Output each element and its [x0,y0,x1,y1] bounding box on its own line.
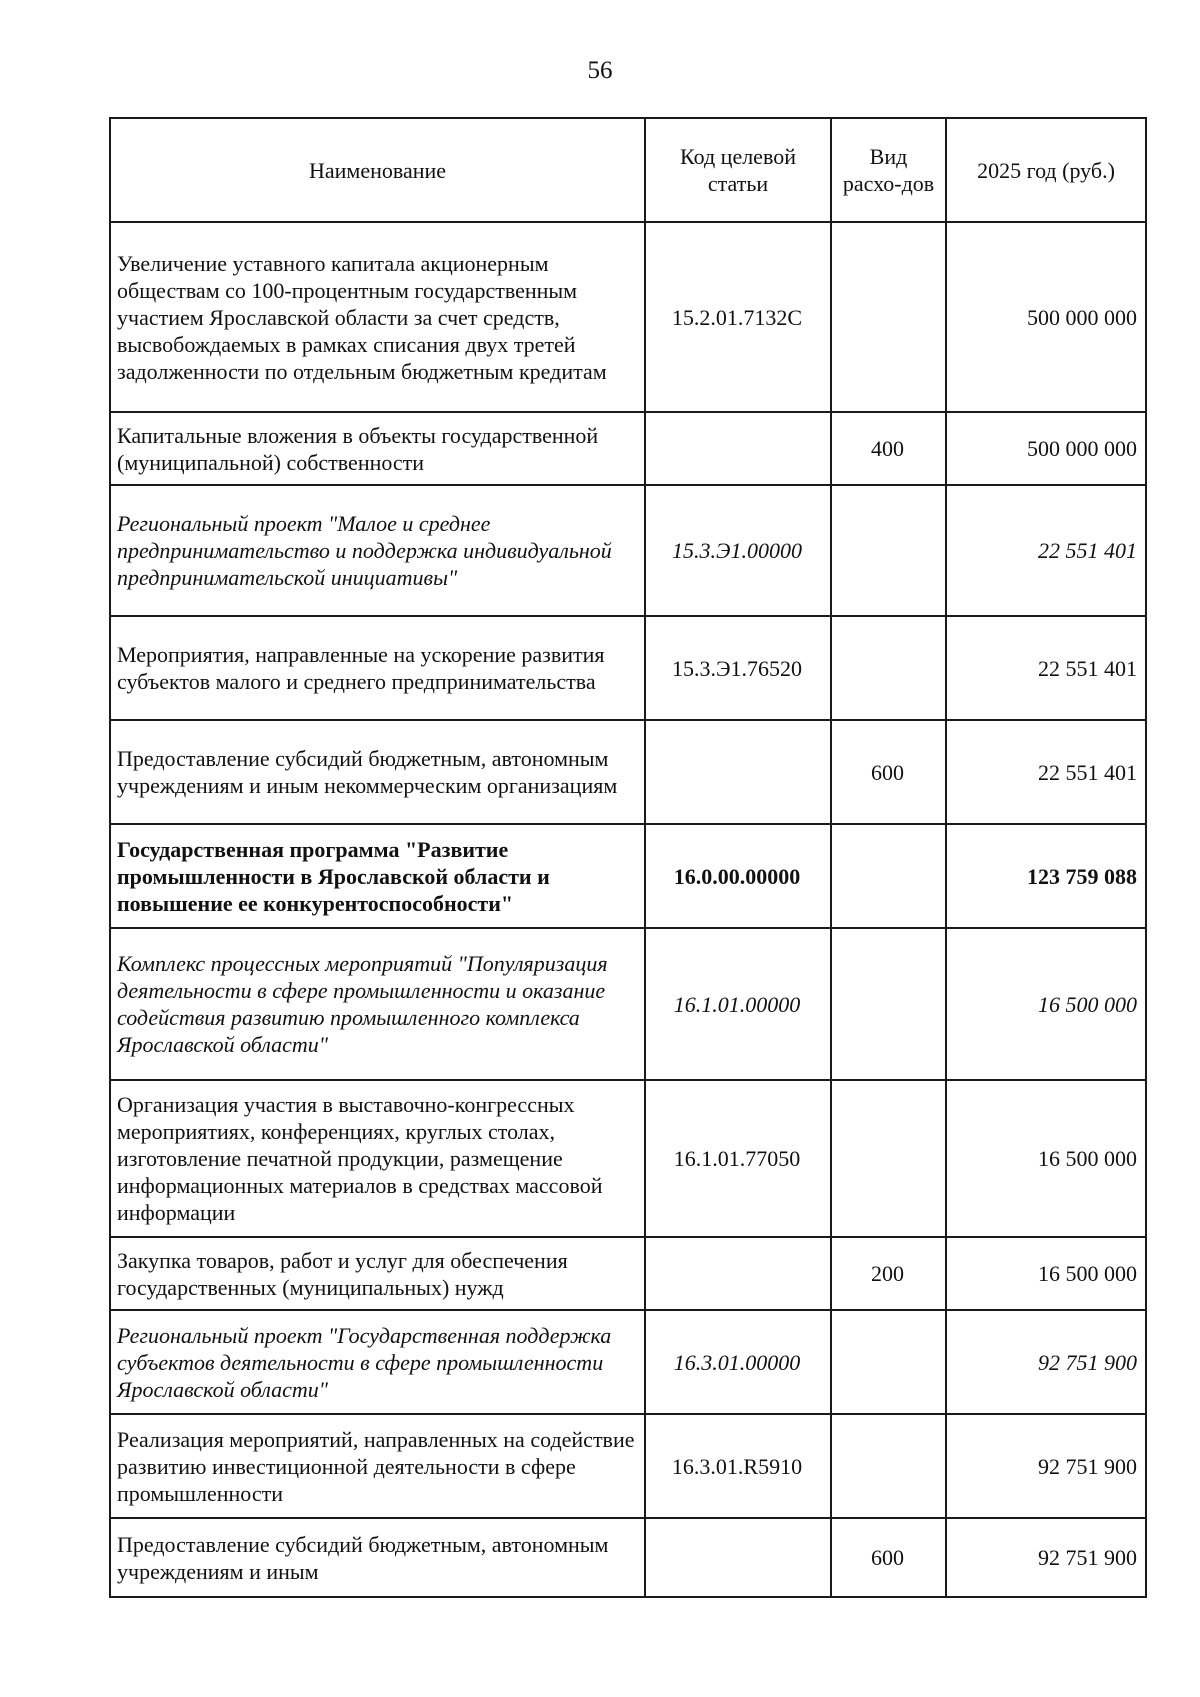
table-row [110,824,1146,928]
row-sum: 22 551 401 [946,485,1146,616]
row-name: Государственная программа "Развитие промышленности в Ярославской области и повышение ее конкурентоспособности" [110,824,645,928]
row-sum: 123 759 088 [946,824,1146,928]
row-code: 16.1.01.77050 [645,1080,831,1237]
row-sum: 500 000 000 [946,412,1146,485]
table-row [110,1080,1146,1237]
row-sum: 92 751 900 [946,1518,1146,1597]
row-kind [831,1310,946,1414]
row-code [645,412,831,485]
header-code: Код целевой статьи [645,118,831,222]
row-name: Комплекс процессных мероприятий "Популяризация деятельности в сфере промышленности и оказание содействия развитию промышленного комплекса Ярославской области" [110,928,645,1080]
row-code: 15.3.Э1.00000 [645,485,831,616]
row-name: Мероприятия, направленные на ускорение развития субъектов малого и среднего предпринимательства [110,616,645,720]
row-kind: 400 [831,412,946,485]
header-sum: 2025 год (руб.) [946,118,1146,222]
row-kind: 600 [831,720,946,824]
row-code: 16.3.01.R5910 [645,1414,831,1518]
row-code [645,720,831,824]
table-row [110,485,1146,616]
row-kind: 200 [831,1237,946,1310]
row-code: 16.1.01.00000 [645,928,831,1080]
budget-table [109,117,1147,1598]
row-name: Предоставление субсидий бюджетным, автономным учреждениям и иным некоммерческим организациям [110,720,645,824]
row-kind [831,1080,946,1237]
row-kind [831,485,946,616]
row-name: Организация участия в выставочно-конгрессных мероприятиях, конференциях, круглых столах, изготовление печатной продукции, размещение информационных материалов в средствах массовой информации [110,1080,645,1237]
row-name: Капитальные вложения в объекты государственной (муниципальной) собственности [110,412,645,485]
row-sum: 92 751 900 [946,1310,1146,1414]
row-sum: 500 000 000 [946,222,1146,412]
row-sum: 16 500 000 [946,1080,1146,1237]
row-kind: 600 [831,1518,946,1597]
row-name: Реализация мероприятий, направленных на содействие развитию инвестиционной деятельности в сфере промышленности [110,1414,645,1518]
row-sum: 16 500 000 [946,928,1146,1080]
row-code [645,1237,831,1310]
table-row [110,720,1146,824]
table-row [110,412,1146,485]
table-row [110,616,1146,720]
row-kind [831,1414,946,1518]
table-row [110,1310,1146,1414]
row-sum: 22 551 401 [946,720,1146,824]
table-row [110,1414,1146,1518]
row-name: Региональный проект "Малое и среднее предпринимательство и поддержка индивидуальной предпринимательской инициативы" [110,485,645,616]
table-header [110,118,1146,222]
row-kind [831,222,946,412]
page-number: 56 [587,57,613,84]
row-name: Увеличение уставного капитала акционерным обществам со 100-процентным государственным участием Ярославской области за счет средств, высвобождаемых в рамках списания двух третей задолженности по отдельным бюджетным кредитам [110,222,645,412]
header-name: Наименование [110,118,645,222]
row-code: 16.0.00.00000 [645,824,831,928]
row-name: Предоставление субсидий бюджетным, автономным учреждениям и иным [110,1518,645,1597]
table-row [110,1237,1146,1310]
row-kind [831,928,946,1080]
row-name: Региональный проект "Государственная поддержка субъектов деятельности в сфере промышленности Ярославской области" [110,1310,645,1414]
header-kind: Вид расхо-дов [831,118,946,222]
header-row [110,118,1146,222]
row-sum: 16 500 000 [946,1237,1146,1310]
row-code [645,1518,831,1597]
table-body [110,222,1146,1597]
row-kind [831,616,946,720]
row-kind [831,824,946,928]
table-row [110,1518,1146,1597]
row-name: Закупка товаров, работ и услуг для обеспечения государственных (муниципальных) нужд [110,1237,645,1310]
row-sum: 22 551 401 [946,616,1146,720]
table-row [110,222,1146,412]
row-code: 15.2.01.7132С [645,222,831,412]
table-row [110,928,1146,1080]
row-code: 16.3.01.00000 [645,1310,831,1414]
row-sum: 92 751 900 [946,1414,1146,1518]
row-code: 15.3.Э1.76520 [645,616,831,720]
